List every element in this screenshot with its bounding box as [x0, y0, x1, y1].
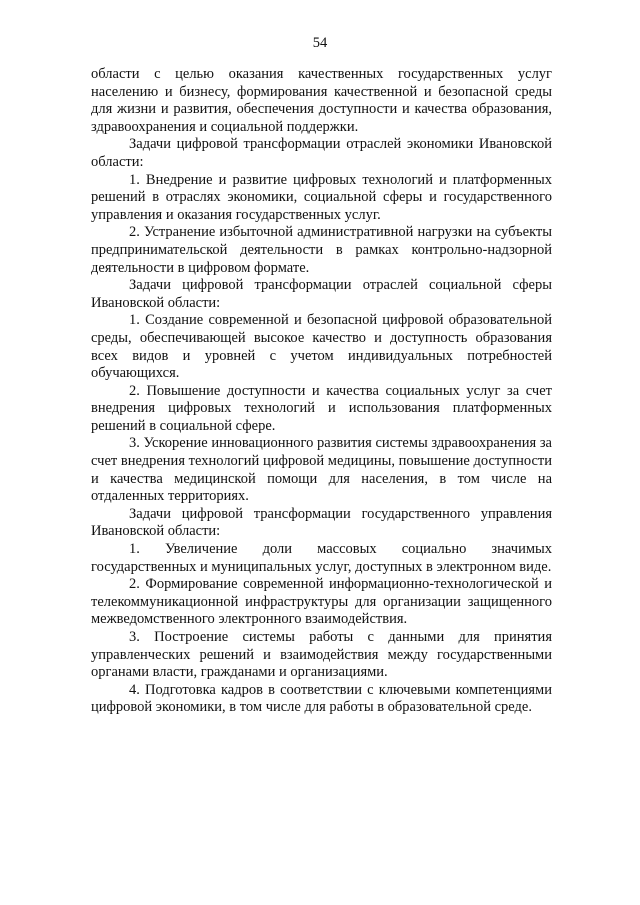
government-task-4: 4. Подготовка кадров в соответствии с ключевыми компетенциями цифровой экономики, в том числе для работы в образовательной среде.	[91, 681, 552, 716]
heading-government-tasks: Задачи цифровой трансформации государственного управления Ивановской области:	[91, 505, 552, 540]
government-task-2: 2. Формирование современной информационно-технологической и телекоммуникационной инфраструктуры для организации защищенного межведомственного электронного взаимодействия.	[91, 576, 552, 628]
economy-task-1: 1. Внедрение и развитие цифровых технологий и платформенных решений в отраслях экономики, социальной сферы и государственного управления и оказания государственных услуг.	[91, 171, 552, 223]
paragraph-continuation: области с целью оказания качественных государственных услуг населению и бизнесу, формирования качественной и безопасной среды для жизни и развития, обеспечения доступности и качества образования, здравоохранения и социальной поддержки.	[91, 66, 552, 135]
heading-social-tasks: Задачи цифровой трансформации отраслей социальной сферы Ивановской области:	[91, 277, 552, 311]
economy-task-2: 2. Устранение избыточной административной нагрузки на субъекты предпринимательской деятельности в рамках контрольно-надзорной деятельности в цифровом формате.	[91, 224, 552, 276]
body-text	[91, 66, 552, 717]
social-task-1: 1. Создание современной и безопасной цифровой образовательной среды, обеспечивающей высокое качество и доступность образования всех видов и уровней с учетом индивидуальных потребностей обучающихся.	[91, 312, 552, 382]
social-task-3: 3. Ускорение инновационного развития системы здравоохранения за счет внедрения технологий цифровой медицины, повышение доступности и качества медицинской помощи для населения, в том числе на отдаленных территориях.	[91, 435, 552, 505]
government-task-1: 1. Увеличение доли массовых социально значимых государственных и муниципальных услуг, доступных в электронном виде.	[91, 541, 552, 575]
social-task-2: 2. Повышение доступности и качества социальных услуг за счет внедрения цифровых технологий и использования платформенных решений в социальной сфере.	[91, 382, 552, 434]
heading-economy-tasks: Задачи цифровой трансформации отраслей экономики Ивановской области:	[91, 136, 552, 170]
page-number: 54	[312, 35, 328, 51]
government-task-3: 3. Построение системы работы с данными для принятия управленческих решений и взаимодействия между государственными органами власти, гражданами и организациями.	[91, 629, 552, 681]
